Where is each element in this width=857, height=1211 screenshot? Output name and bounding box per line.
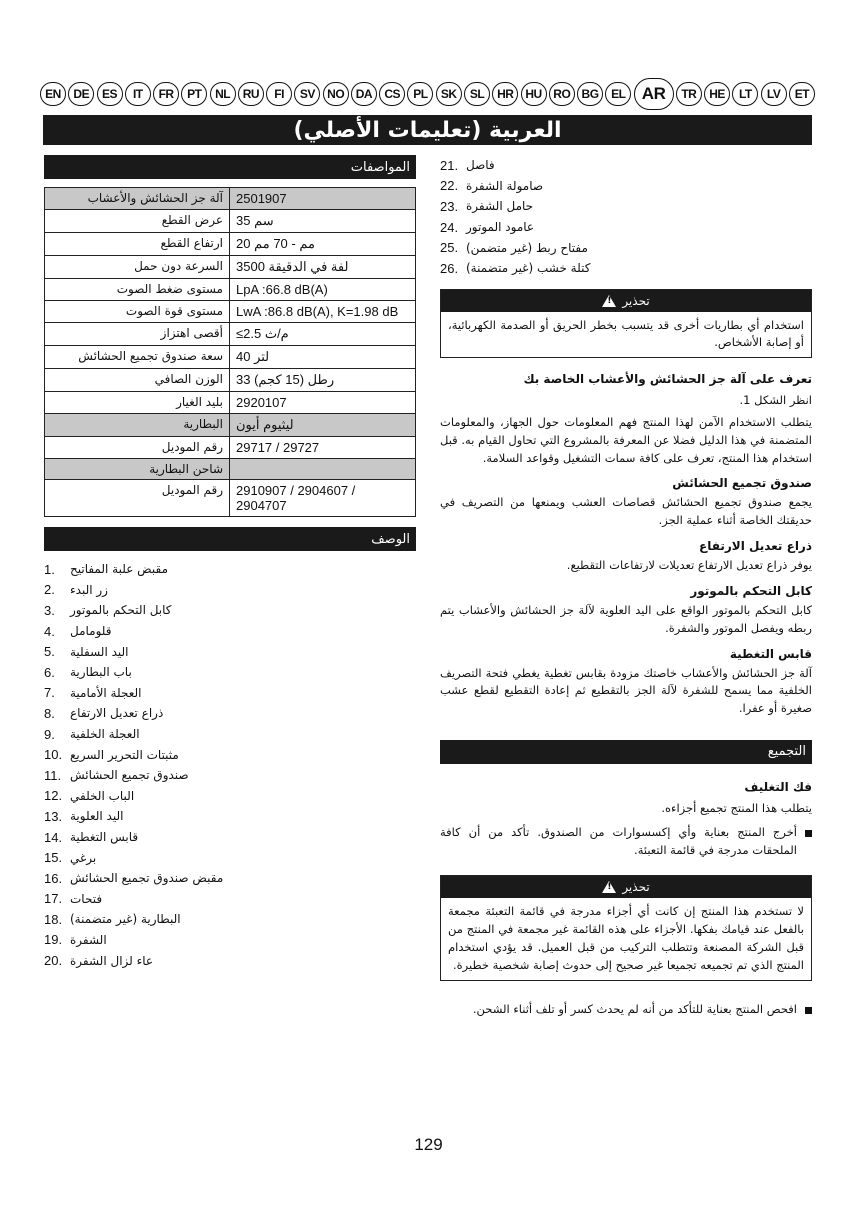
list-item-number: 8. <box>44 705 55 721</box>
right-column <box>440 155 812 1018</box>
list-item-number: 3. <box>44 602 55 618</box>
language-tab-no: NO <box>323 82 349 106</box>
list-item-text: مقبض صندوق تجميع الحشائش <box>70 871 224 886</box>
list-item-text: عاء لزال الشفرة <box>70 953 154 968</box>
list-item-number: 23. <box>440 198 459 214</box>
list-item-text: عامود الموتور <box>466 220 535 235</box>
list-item-number: 16. <box>44 870 63 886</box>
list-item <box>44 683 416 704</box>
grass-box-text: يجمع صندوق تجميع الحشائش قصاصات العشب ويمنعها من التصريف في حديقتك الخاصة أثناء عملية الجز. <box>440 495 812 528</box>
list-item-text: قلومامل <box>70 624 112 639</box>
list-item <box>44 889 416 910</box>
list-item <box>440 196 812 217</box>
list-item <box>440 237 812 258</box>
warning-header <box>441 876 811 898</box>
list-item-text: قابس التغطية <box>70 830 139 845</box>
list-item <box>440 176 812 197</box>
spec-label: مستوى قوة الصوت <box>45 301 230 323</box>
list-item-text: برغي <box>70 850 97 865</box>
list-item-text: باب البطارية <box>70 665 132 680</box>
assembly-header: التجميع <box>440 740 812 764</box>
spec-label: شاحن البطارية <box>45 459 230 480</box>
spec-label: رقم الموديل <box>45 437 230 459</box>
language-tab-de: DE <box>68 82 94 106</box>
grass-box-heading: صندوق تجميع الحشائش <box>672 476 812 491</box>
spec-value: LwA :86.8 dB(A), K=1.98 dB <box>230 301 416 323</box>
language-tab-lv: LV <box>761 82 787 106</box>
spec-row <box>45 279 416 301</box>
know-paragraph: يتطلب الاستخدام الآمن لهذا المنتج فهم المعلومات حول الجهاز، والمعلومات المتضمنة في هذا الدليل فضلا عن المعرفة بالمشروع التي تحاول القيام به. قبل استخدام هذا المنتج، تعرف على كافة سمات التشغيل وقواعد السلامة. <box>440 415 812 465</box>
list-item-number: 4. <box>44 623 55 639</box>
unpacking-text: يتطلب هذا المنتج تجميع أجزاءه. <box>661 800 812 815</box>
list-item-number: 5. <box>44 644 55 660</box>
list-item-number: 2. <box>44 582 55 598</box>
know-heading: تعرف على آلة جز الحشائش والأعشاب الخاصة بك <box>523 372 812 387</box>
list-item-number: 25. <box>440 240 459 256</box>
bullet-square-icon <box>805 1007 812 1014</box>
spec-row <box>45 369 416 392</box>
language-bar <box>40 80 815 108</box>
list-item <box>44 662 416 683</box>
list-item-text: فتحات <box>70 891 103 906</box>
spec-label: سعة صندوق تجميع الحشائش <box>45 346 230 369</box>
language-tab-pt: PT <box>181 82 207 106</box>
language-tab-et: ET <box>789 82 815 106</box>
spec-label: عرض القطع <box>45 210 230 233</box>
list-item <box>44 641 416 662</box>
page-number: 129 <box>414 1135 443 1154</box>
language-tab-it: IT <box>125 82 151 106</box>
language-tab-da: DA <box>351 82 377 106</box>
language-tab-hu: HU <box>521 82 547 106</box>
language-tab-fr: FR <box>153 82 179 106</box>
spec-label: أقصى اهتزاز <box>45 323 230 346</box>
spec-label: ارتفاع القطع <box>45 233 230 256</box>
list-item-number: 1. <box>44 561 55 577</box>
spec-row <box>45 392 416 414</box>
list-item <box>44 703 416 724</box>
list-item <box>44 950 416 971</box>
spec-value: ≤2.5 م/ث <box>230 323 416 346</box>
list-item-text: البطارية (غير متضمنة) <box>70 912 181 927</box>
spec-value: 2501907 <box>230 188 416 210</box>
spec-row <box>45 414 416 437</box>
warning-triangle-icon <box>602 881 616 893</box>
spec-row <box>45 437 416 459</box>
language-tab-sl: SL <box>464 82 490 106</box>
list-item-text: الشفرة <box>70 932 107 947</box>
language-tab-tr: TR <box>676 82 702 106</box>
specs-header: المواصفات <box>44 155 416 179</box>
list-item <box>44 786 416 807</box>
list-item-number: 17. <box>44 891 63 907</box>
list-item-number: 6. <box>44 664 55 680</box>
list-item-number: 13. <box>44 808 63 824</box>
page-title: العربية (تعليمات الأصلي) <box>43 115 812 145</box>
list-item-text: مثبتات التحرير السريع <box>70 747 179 762</box>
mulch-plug-heading: قابس التغطية <box>729 646 812 661</box>
language-tab-he: HE <box>704 82 730 106</box>
list-item-text: مقبض علبة المفاتيح <box>70 562 168 577</box>
language-tab-bg: BG <box>577 82 603 106</box>
list-item-number: 12. <box>44 788 63 804</box>
list-item-number: 9. <box>44 726 55 742</box>
list-item <box>440 258 812 279</box>
list-item <box>44 600 416 621</box>
bullet-item <box>440 824 812 860</box>
unpacking-heading: فك التغليف <box>744 779 812 794</box>
spec-value: ليثيوم أيون <box>230 414 416 437</box>
height-arm-text: يوفر ذراع تعديل الارتفاع تعديلات لارتفاعات التقطيع. <box>566 558 812 573</box>
list-item-text: كتلة خشب (غير متضمنة) <box>466 261 591 276</box>
spec-value <box>230 459 416 480</box>
list-item-text: صامولة الشفرة <box>466 178 544 193</box>
language-tab-fi: FI <box>266 82 292 106</box>
list-item <box>44 580 416 601</box>
spec-value: 40 لتر <box>230 346 416 369</box>
spec-label: السرعة دون حمل <box>45 256 230 279</box>
motor-cable-text: كابل التحكم بالموتور الواقع على اليد العلوية لآلة جز الحشائش والأعشاب يتم ربطه ويفصل الموتور والشفرة. <box>440 602 812 635</box>
language-tab-en: EN <box>40 82 66 106</box>
list-item-number: 21. <box>440 157 459 173</box>
language-tab-nl: NL <box>210 82 236 106</box>
language-tab-sv: SV <box>294 82 320 106</box>
spec-label: البطارية <box>45 414 230 437</box>
spec-value: 20 مم - 70 مم <box>230 233 416 256</box>
list-item <box>44 724 416 745</box>
list-item-number: 14. <box>44 829 63 845</box>
list-item-text: اليد العلوية <box>70 809 124 824</box>
spec-row <box>45 210 416 233</box>
list-item <box>44 909 416 930</box>
list-item-text: اليد السفلية <box>70 644 129 659</box>
motor-cable-heading: كابل التحكم بالموتور <box>690 583 812 598</box>
list-item-number: 7. <box>44 685 55 701</box>
list-item-number: 22. <box>440 178 459 194</box>
warning-label: تحذير <box>622 293 650 308</box>
language-tab-ru: RU <box>238 82 264 106</box>
know-figure-ref: انظر الشكل 1. <box>739 393 812 408</box>
list-item-number: 20. <box>44 953 63 969</box>
list-item-number: 11. <box>44 767 62 783</box>
warning-text: لا تستخدم هذا المنتج إن كانت أي أجزاء مدرجة في قائمة التعبئة مجمعة بالفعل عند قيامك بفكها. الأجزاء على هذه القائمة غير مجمعة في المنتج من قبل الشركة المصنعة وتتطلب التركيب من قبل العميل. قد يؤدي استخدام المنتج الذي تم تجميعه تجميعا غير صحيح إلى حدوث إصابة شخصية خطيرة. <box>448 904 804 972</box>
list-item-text: زر البدء <box>70 582 108 597</box>
list-item-text: ذراع تعديل الارتفاع <box>70 706 164 721</box>
language-tab-hr: HR <box>492 82 518 106</box>
spec-label: رقم الموديل <box>45 480 230 517</box>
list-item-text: العجلة الأمامية <box>70 685 142 700</box>
list-item <box>44 559 416 580</box>
spec-row <box>45 346 416 369</box>
spec-label: بليد الغيار <box>45 392 230 414</box>
bullet-item <box>440 1001 812 1019</box>
spec-label: الوزن الصافي <box>45 369 230 392</box>
spec-value: 33 رطل (15 كجم) <box>230 369 416 392</box>
height-arm-heading: ذراع تعديل الارتفاع <box>699 539 812 554</box>
bullet-text: أخرج المنتج بعناية وأي إكسسوارات من الصندوق. تأكد من أن كافة الملحقات مدرجة في قائمة التعبئة. <box>440 824 797 857</box>
spec-label: مستوى ضغط الصوت <box>45 279 230 301</box>
list-item <box>44 868 416 889</box>
spec-row <box>45 323 416 346</box>
list-item-number: 26. <box>440 260 459 276</box>
bullet-square-icon <box>805 830 812 837</box>
spec-value: 29717 / 29727 <box>230 437 416 459</box>
spec-value: 3500 لفة في الدقيقة <box>230 256 416 279</box>
spec-value: 35 سم <box>230 210 416 233</box>
list-item-text: العجلة الخلفية <box>70 727 140 742</box>
language-tab-lt: LT <box>732 82 758 106</box>
parts-list-left <box>44 559 416 971</box>
list-item <box>440 217 812 238</box>
list-item-text: فاصل <box>466 158 495 173</box>
left-column <box>44 155 416 971</box>
spec-value: LpA :66.8 dB(A) <box>230 279 416 301</box>
list-item-text: كابل التحكم بالموتور <box>70 603 172 618</box>
spec-row <box>45 301 416 323</box>
language-tab-ro: RO <box>549 82 575 106</box>
language-tab-el: EL <box>605 82 631 106</box>
list-item <box>44 827 416 848</box>
list-item-number: 10. <box>44 747 63 763</box>
warning-triangle-icon <box>602 295 616 307</box>
list-item-number: 15. <box>44 850 63 866</box>
parts-list-right <box>440 155 812 279</box>
language-tab-sk: SK <box>436 82 462 106</box>
spec-row <box>45 256 416 279</box>
warning-label: تحذير <box>622 880 650 895</box>
warning-header <box>441 290 811 312</box>
list-item <box>44 765 416 786</box>
language-tab-cs: CS <box>379 82 405 106</box>
list-item <box>44 621 416 642</box>
list-item <box>440 155 812 176</box>
spec-row <box>45 459 416 480</box>
list-item <box>44 806 416 827</box>
description-header: الوصف <box>44 527 416 551</box>
warning-text: استخدام أي بطاريات أخرى قد يتسبب بخطر الحريق أو الصدمة الكهربائية، أو إصابة الأشخاص. <box>448 317 804 350</box>
spec-value: 2920107 <box>230 392 416 414</box>
warning-box-battery <box>440 289 812 359</box>
spec-row <box>45 188 416 210</box>
spec-value: 2910907 / 2904607 / 2904707 <box>230 480 416 517</box>
language-tab-pl: PL <box>407 82 433 106</box>
list-item-number: 19. <box>44 932 63 948</box>
list-item-text: صندوق تجميع الحشائش <box>70 768 189 783</box>
list-item-number: 18. <box>44 911 63 927</box>
list-item-text: الباب الخلفي <box>70 788 135 803</box>
spec-row <box>45 233 416 256</box>
list-item-text: حامل الشفرة <box>466 199 534 214</box>
bullet-text: افحص المنتج بعناية للتأكد من أنه لم يحدث كسر أو تلف أثناء الشحن. <box>472 1001 797 1016</box>
warning-box-assembly <box>440 875 812 980</box>
specs-table <box>44 187 416 517</box>
list-item-number: 24. <box>440 219 459 235</box>
list-item <box>44 930 416 951</box>
list-item <box>44 847 416 868</box>
language-tab-ar: AR <box>634 78 674 110</box>
mulch-plug-text: آلة جز الحشائش والأعشاب خاصتك مزودة بقابس تغطية يغطي فتحة التصريف الخلفية مما يسمح للشفرة لآلة الجز بالتقطيع ثم إعادة التقطيع لقطع عشب صغيرة أو عفرا. <box>440 665 812 716</box>
list-item-text: مفتاح ربط (غير متضمن) <box>466 240 588 255</box>
spec-row <box>45 480 416 517</box>
language-tab-es: ES <box>97 82 123 106</box>
list-item <box>44 744 416 765</box>
spec-label: آلة جز الحشائش والأعشاب <box>45 188 230 210</box>
